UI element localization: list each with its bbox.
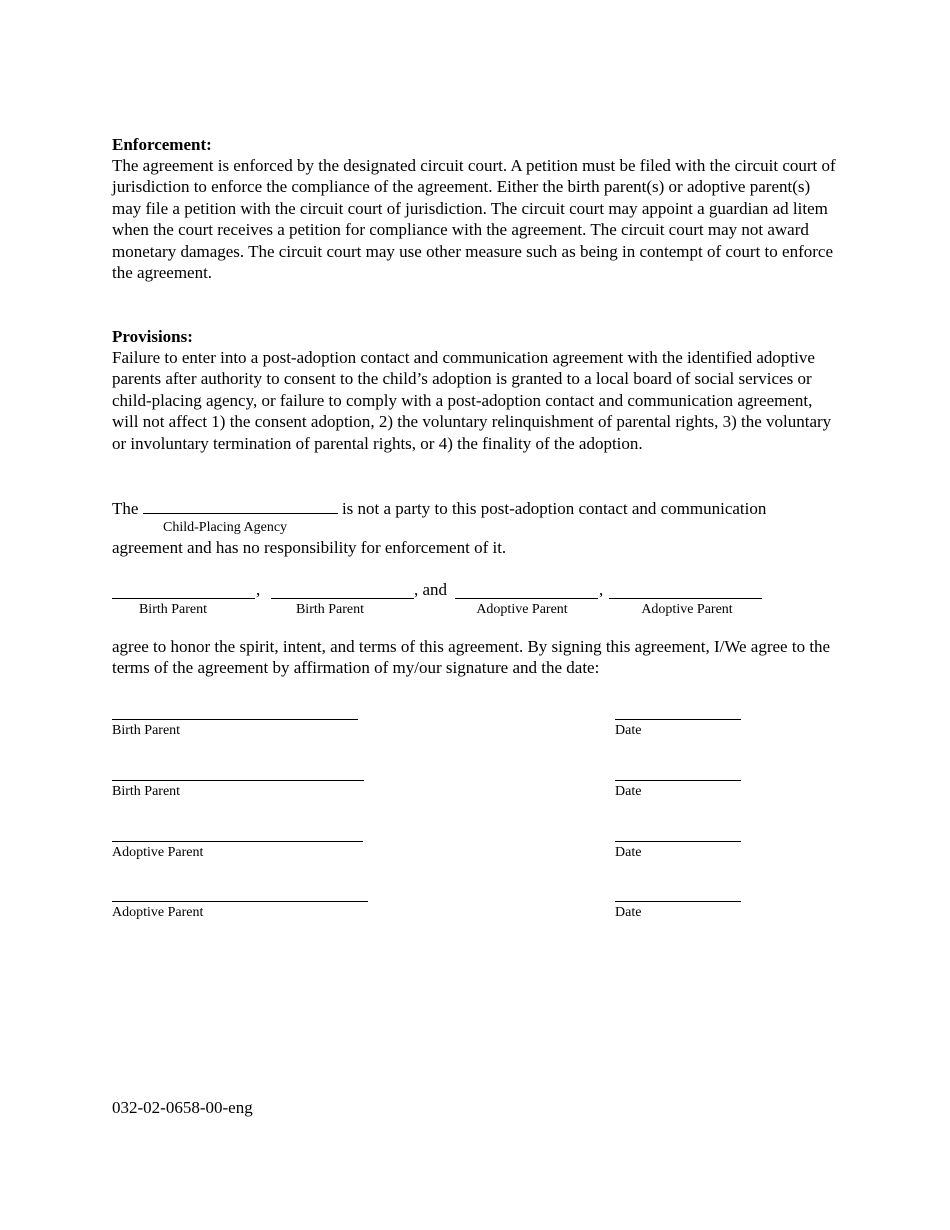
enforcement-heading: Enforcement: (112, 135, 212, 154)
birth-parent-1-name-blank[interactable] (112, 598, 255, 599)
separator-comma-2: , (599, 580, 604, 599)
birth-parent-2-name-blank[interactable] (271, 598, 414, 599)
date-label-4: Date (615, 905, 642, 920)
signature-label-birth-parent-1: Birth Parent (112, 723, 181, 738)
date-line-4[interactable] (615, 901, 741, 902)
signature-line-adoptive-parent-1[interactable] (112, 841, 363, 842)
agreement-statement: agree to honor the spirit, intent, and terms of this agreement. By signing this agreement, I/We agree to the terms of the agreement by affirmation of my/our signature and the date: (112, 637, 831, 678)
adoptive-parent-1-name-blank[interactable] (455, 598, 598, 599)
agency-continuation: agreement and has no responsibility for enforcement of it. (112, 538, 507, 557)
adoptive-parent-2-name-blank[interactable] (609, 598, 762, 599)
agency-caption: Child-Placing Agency (163, 520, 288, 535)
agency-prefix: The (112, 499, 139, 518)
party-caption-birth-parent-1: Birth Parent (138, 602, 208, 617)
form-id: 032-02-0658-00-eng (112, 1098, 253, 1117)
enforcement-section (112, 134, 842, 283)
signature-label-birth-parent-2: Birth Parent (112, 784, 181, 799)
date-line-1[interactable] (615, 719, 741, 720)
date-label-1: Date (615, 723, 642, 738)
signature-line-birth-parent-2[interactable] (112, 780, 364, 781)
separator-comma-1: , (256, 580, 261, 599)
signature-line-birth-parent-1[interactable] (112, 719, 358, 720)
separator-and: , and (414, 580, 448, 599)
party-caption-birth-parent-2: Birth Parent (295, 602, 365, 617)
signature-label-adoptive-parent-1: Adoptive Parent (112, 845, 204, 860)
date-line-2[interactable] (615, 780, 741, 781)
agency-suffix: is not a party to this post-adoption contact and communication (341, 499, 767, 518)
signature-line-adoptive-parent-2[interactable] (112, 901, 368, 902)
enforcement-body: The agreement is enforced by the designated circuit court. A petition must be filed with the circuit court of jurisdiction to enforce the compliance of the agreement. Either the birth parent(s) or adoptive parent(s) may file a petition with the circuit court of jurisdiction. The circuit court may appoint a guardian ad litem when the court receives a petition for compliance with the agreement. The circuit court may not award monetary damages. The circuit court may use other measure such as being in contempt of court to enforce the agreement. (112, 156, 836, 283)
party-caption-adoptive-parent-2: Adoptive Parent (641, 602, 733, 617)
agency-name-blank[interactable] (143, 498, 338, 514)
provisions-body: Failure to enter into a post-adoption contact and communication agreement with the identified adoptive parents after authority to consent to the child’s adoption is granted to a local board of social services or child-placing agency, or failure to comply with a post-adoption contact and communication agreement, will not affect 1) the consent adoption, 2) the voluntary relinquishment of parental rights, 3) the voluntary or involuntary termination of parental rights, or 4) the finality of the adoption. (112, 348, 832, 453)
date-line-3[interactable] (615, 841, 741, 842)
signature-label-adoptive-parent-2: Adoptive Parent (112, 905, 204, 920)
parties-row (112, 580, 842, 600)
provisions-section (112, 326, 842, 454)
date-label-3: Date (615, 845, 642, 860)
party-caption-adoptive-parent-1: Adoptive Parent (476, 602, 568, 617)
provisions-heading: Provisions: (112, 327, 193, 346)
agency-statement (112, 498, 766, 519)
date-label-2: Date (615, 784, 642, 799)
